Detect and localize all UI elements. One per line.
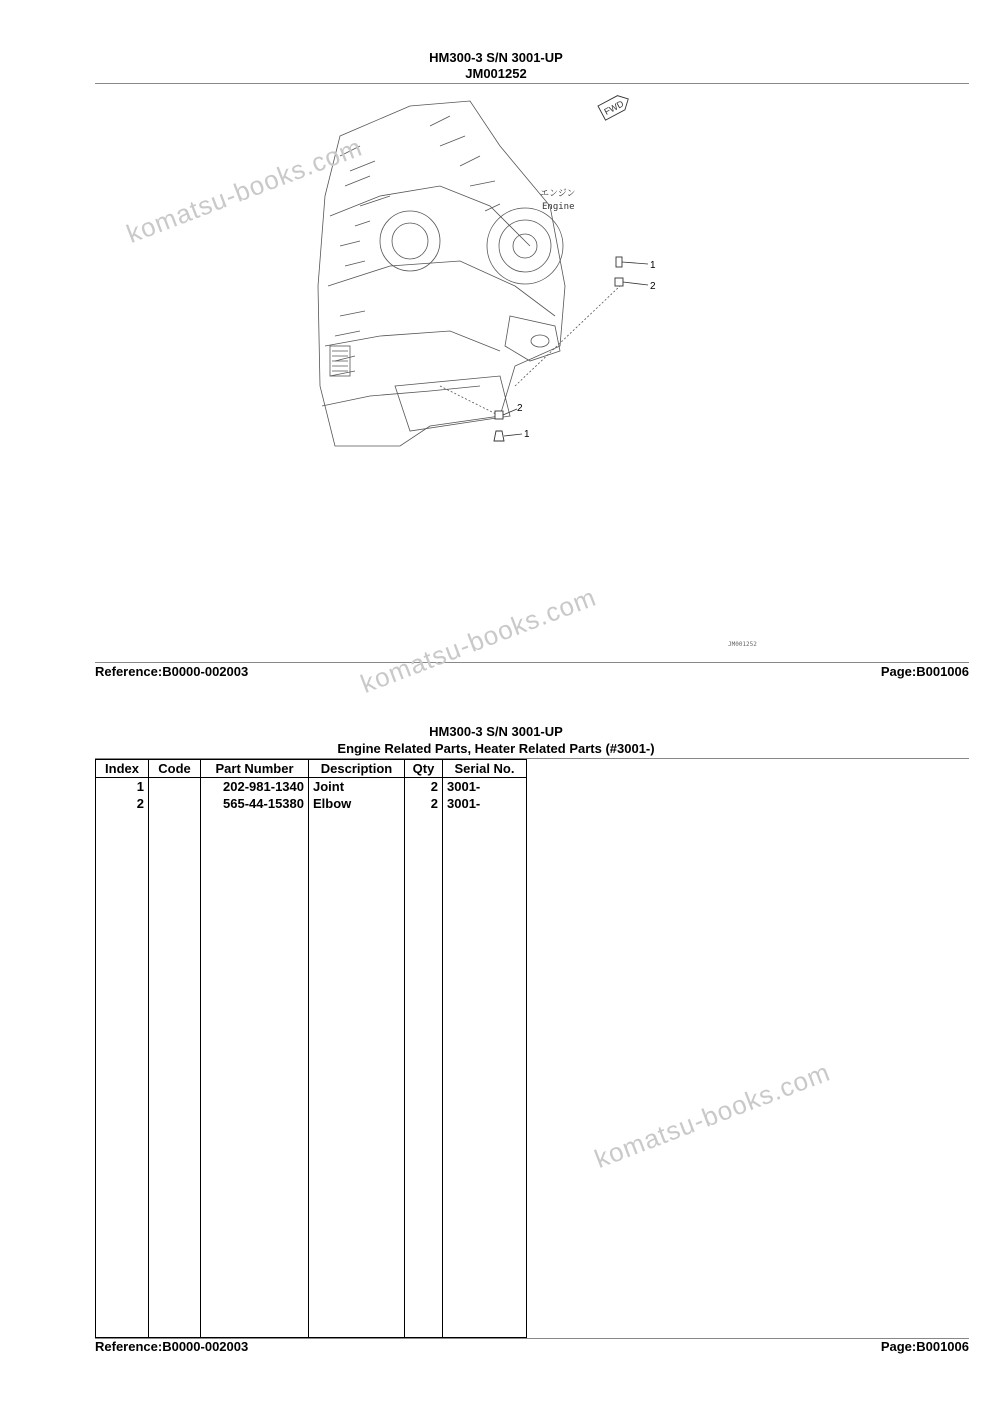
cell-part-number: 202-981-1340 — [201, 778, 309, 796]
table-filler-row — [96, 812, 527, 1338]
fwd-arrow-icon — [598, 92, 632, 120]
watermark-text: komatsu-books.com — [356, 581, 601, 700]
parts-table — [95, 759, 527, 1338]
col-header-code: Code — [149, 760, 201, 778]
page2-subtitle: Engine Related Parts, Heater Related Parts (#3001-) — [337, 741, 655, 756]
page1-reference: Reference:B0000-002003 — [95, 664, 249, 679]
col-header-part-number: Part Number — [201, 760, 309, 778]
page2-page-number: Page:B001006 — [880, 1339, 969, 1354]
footer-divider-1 — [95, 662, 969, 663]
parts-illustration — [300, 86, 800, 656]
cell-description: Elbow — [309, 795, 405, 812]
table-row — [96, 795, 527, 812]
page2-reference: Reference:B0000-002003 — [95, 1339, 249, 1354]
cell-index: 2 — [96, 795, 149, 812]
table-header-row — [96, 760, 527, 778]
table-row — [96, 778, 527, 796]
page1-title-model: HM300-3 S/N 3001-UP — [429, 50, 563, 65]
col-header-serial: Serial No. — [443, 760, 527, 778]
fwd-label: FWD — [602, 98, 626, 117]
cell-qty: 2 — [405, 795, 443, 812]
cell-index: 1 — [96, 778, 149, 796]
header-divider — [95, 83, 969, 84]
cell-code — [149, 795, 201, 812]
callout-1-lower: 1 — [524, 429, 530, 440]
watermark-text: komatsu-books.com — [122, 131, 367, 250]
cell-description: Joint — [309, 778, 405, 796]
watermark-text: komatsu-books.com — [590, 1056, 835, 1175]
engine-label-en: Engine — [542, 202, 575, 212]
engine-label-jp: エンジン — [540, 189, 576, 199]
cell-serial: 3001- — [443, 795, 527, 812]
cell-code — [149, 778, 201, 796]
page2-title-model: HM300-3 S/N 3001-UP — [429, 724, 563, 739]
page1-title-code: JM001252 — [465, 66, 527, 81]
col-header-qty: Qty — [405, 760, 443, 778]
callout-2-upper: 2 — [650, 281, 656, 292]
callout-2-lower: 2 — [517, 403, 523, 414]
cell-qty: 2 — [405, 778, 443, 796]
cell-serial: 3001- — [443, 778, 527, 796]
page1-page-number: Page:B001006 — [880, 664, 969, 679]
drawing-id: JM001252 — [728, 641, 757, 648]
callout-1-upper: 1 — [650, 260, 656, 271]
col-header-index: Index — [96, 760, 149, 778]
col-header-description: Description — [309, 760, 405, 778]
cell-part-number: 565-44-15380 — [201, 795, 309, 812]
